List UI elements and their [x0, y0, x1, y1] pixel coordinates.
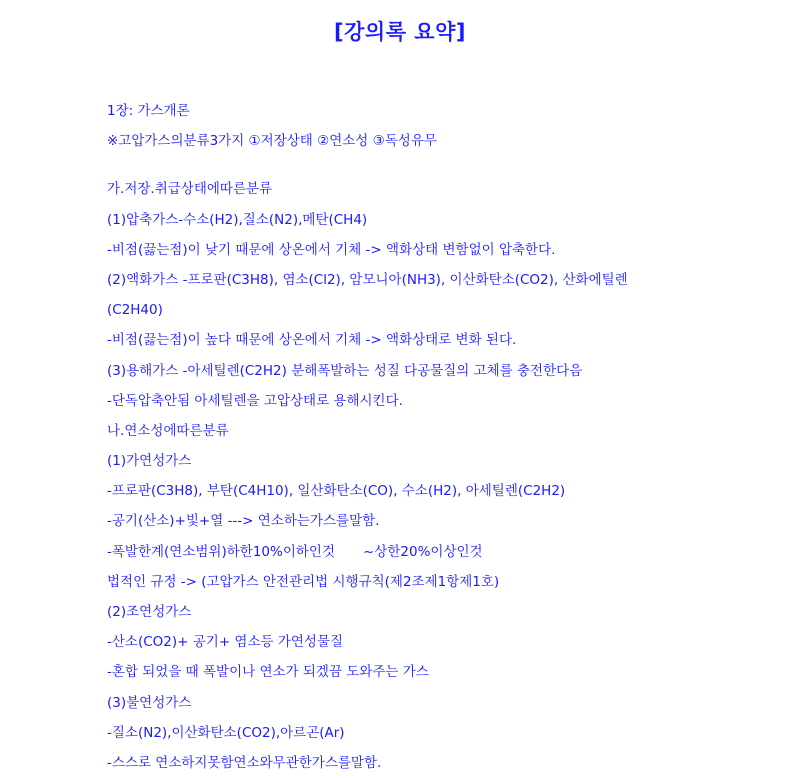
explosion-range-line	[107, 537, 747, 567]
explosion-range-lower: -폭발한계(연소범위)하한10%이하인것	[107, 543, 335, 560]
text-line: (C2H40)	[107, 302, 163, 319]
text-line: -프로판(C3H8), 부탄(C4H10), 일산화탄소(CO), 수소(H2), 아세틸렌(C2H2)	[107, 483, 566, 500]
text-line: (2)액화가스 -프로판(C3H8), 염소(Cl2), 암모니아(NH3), 이산화탄소(CO2), 산화에틸렌	[107, 271, 628, 288]
text-line: (2)조연성가스	[107, 604, 192, 620]
text-line: (1)압축가스-수소(H2),질소(N2),메탄(CH4)	[107, 211, 368, 228]
text-line: -스스로 연소하지못함연소와무관한가스를말함.	[107, 754, 382, 771]
text-line: (3)불연성가스	[107, 694, 192, 711]
explosion-range-upper: ~상한20%이상인것	[363, 543, 483, 560]
text-line: -비점(끓는점)이 낮기 때문에 상온에서 기체 -> 액화상태 변함없이 압축한다.	[107, 241, 556, 258]
text-line: (3)용해가스 -아세틸렌(C2H2) 분해폭발하는 성질 다공물질의 고체를 충전한다음	[107, 362, 583, 379]
text-line: (1)가연성가스	[107, 453, 192, 470]
document-body	[107, 96, 747, 778]
page-title: [강의록 요약]	[334, 20, 466, 44]
chapter-heading: 1장: 가스개론	[107, 103, 190, 119]
text-line: -질소(N2),이산화탄소(CO2),아르곤(Ar)	[107, 724, 345, 741]
text-line: -혼합 되었을 때 폭발이나 연소가 되겠끔 도와주는 가스	[107, 664, 429, 681]
section-heading-flammability: 나.연소성에따른분류	[107, 422, 229, 439]
text-line: -산소(CO2)+ 공기+ 염소등 가연성물질	[107, 634, 344, 651]
section-heading-storage: 가.저장.취급상태에따른분류	[107, 181, 273, 198]
text-line: 법적인 규정 -> (고압가스 안전관리법 시행규칙(제2조제1항제1호)	[107, 573, 500, 590]
text-line: -단독압축안됨 아세틸렌을 고압상태로 용해시킨다.	[107, 392, 403, 409]
paragraph-gap	[107, 156, 747, 174]
classification-summary: ※고압가스의분류3가지 ①저장상태 ②연소성 ③독성유무	[107, 133, 437, 150]
text-line: -비점(끓는점)이 높다 때문에 상온에서 기체 -> 액화상태로 변화 된다.	[107, 332, 517, 349]
text-line: -공기(산소)+빛+열 ---> 연소하는가스를말함.	[107, 513, 380, 530]
